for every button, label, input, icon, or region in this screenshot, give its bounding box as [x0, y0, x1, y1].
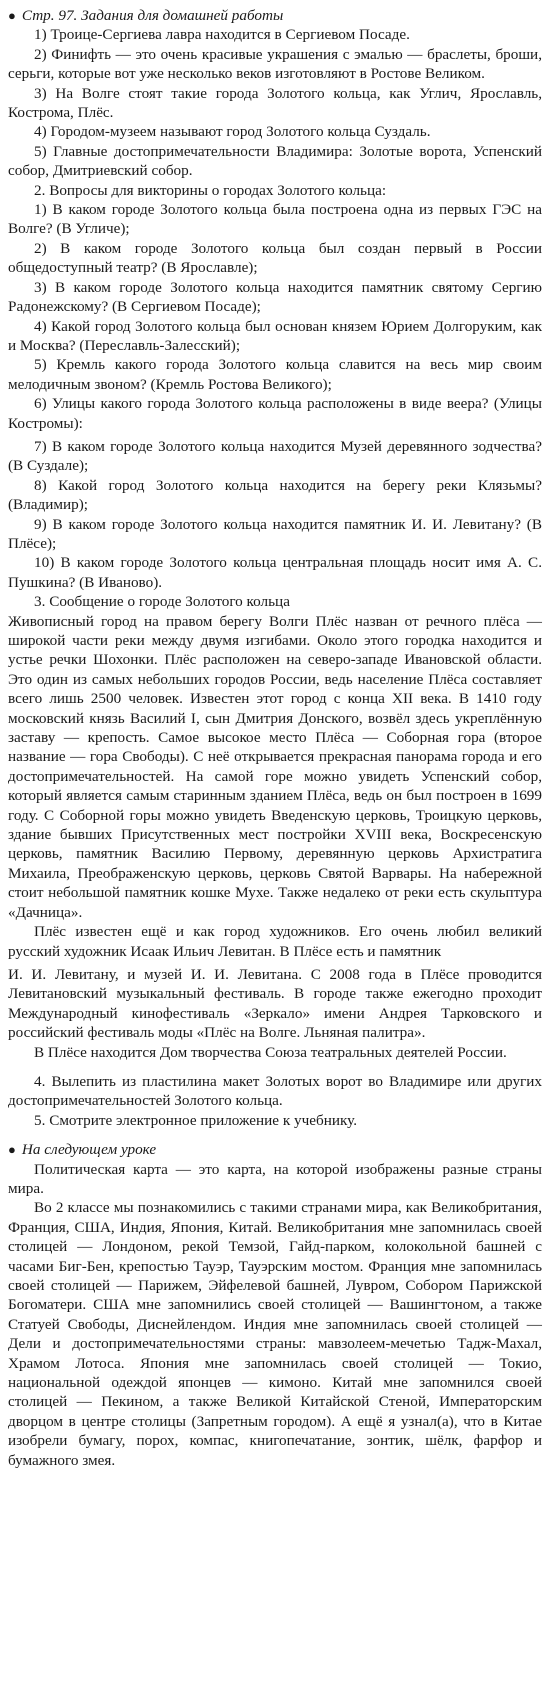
- quiz-question-8: 8) Какой город Золотого кольца находится на берегу реки Клязьмы? (Владимир);: [8, 476, 542, 514]
- quiz-question-9: 9) В каком городе Золотого кольца находится памятник И. И. Левитану? (В Плёсе);: [8, 515, 542, 552]
- plyos-paragraph-1: Живописный город на правом берегу Волги Плёс назван от речного плёса — широкой части реки между двумя изгибами. Около этого городка находится и устье речки Шохонки. Плёс расположен на северо-западе Ивановской области. Это один из самых небольших городов России, ведь население Плёса составляет всего лишь 2500 человек. Известен этот город с конца XII века. В 1410 году московский князь Василий I, сын Дмитрия Донского, возвёл здесь укреплённую заставу — крепость. Самое высокое место Плёса — Соборная гора (второе название — гора Свободы). С неё открывается прекрасная панорама города и его достопримечательностей. На самой горе можно увидеть Успенский собор, который является самым старинным зданием Плёса, ведь он был построен в 1699 году. С Соборной горы можно увидеть Введенскую церковь, Троицкую церковь, здание бывших Присутственных мест постройки XVIII века, Воскресенскую церковь, памятник Василию Первому, деревянную церковь Архистратига Михаила, Преображенскую церковь, церковь Святой Варвары. На набережной стоит небольшой памятник кошке Мухе. Также недалеко от реки есть скульптура «Дачница».: [8, 612, 542, 921]
- homework-heading: [8, 6, 542, 25]
- quiz-question-5: 5) Кремль какого города Золотого кольца славится на весь мир своим мелодичным звоном? (Кремль Ростова Великого);: [8, 356, 542, 393]
- plyos-paragraph-3: И. И. Левитану, и музей И. И. Левитана. С 2008 года в Плёсе проводится Левитановский музыкальный фестиваль. В городе также ежегодно проходит Международный кинофестиваль «Зеркало» имени Андрея Тарковского и российский фестиваль моды «Плёс на Волге. Льняная палитра».: [8, 965, 542, 1042]
- quiz-question-2: 2) В каком городе Золотого кольца был создан первый в России общедоступный театр? (В Ярославле);: [8, 239, 542, 277]
- quiz-question-10: 10) В каком городе Золотого кольца центральная площадь носит имя А. С. Пушкина? (В Иваново).: [8, 554, 542, 591]
- next-lesson-heading-text: На следующем уроке: [21, 1141, 157, 1159]
- homework-answer-4: 4) Городом-музеем называют город Золотого кольца Суздаль.: [34, 123, 431, 141]
- quiz-question-6: 6) Улицы какого города Золотого кольца расположены в виде веера? (Улицы Костромы):: [8, 395, 542, 432]
- plyos-paragraph-2: Плёс известен ещё и как город художников. Его очень любил великий русский художник Исаак Ильич Левитан. В Плёсе есть и памятник: [8, 923, 542, 960]
- plyos-paragraph-4: В Плёсе находится Дом творчества Союза театральных деятелей России.: [34, 1043, 507, 1061]
- task-5: 5. Смотрите электронное приложение к учебнику.: [34, 1111, 357, 1129]
- next-lesson-paragraph-2: Во 2 классе мы познакомились с такими странами мира, как Великобритания, Франция, США, Индия, Япония, Китай. Великобритания мне запомнилась своей столицей — Лондоном, рекой Темзой, Гайд-парком, колокольной башней с часами Биг-Бен, крепостью Тауэр, Тауэрским мостом. Франция мне запомнилась своей столицей — Парижем, Эйфелевой башней, Лувром, Собором Парижской Богоматери. США мне запомнились своей столицей — Вашингтоном, а также Статуей Свободы, Диснейлендом. Индия мне запомнилась своей столицей — Дели и достопримечательностями страны: мавзолеем-мечетью Тадж-Махал, Храмом Лотоса. Япония мне запомнилась своей столицей — Токио, национальной одеждой японцев — кимоно. Китай мне запомнился своей столицей — Пекином, а также Великой Китайской Стеной, Императорским дворцом в центре столицы (Запретным городом). А ещё я узнал(а), что в Китае изобрели бумагу, порох, компас, книгопечатание, зонтик, шёлк, фарфор и бумажного змея.: [8, 1199, 542, 1469]
- task-3-title: 3. Сообщение о городе Золотого кольца: [34, 593, 290, 611]
- quiz-question-1: 1) В каком городе Золотого кольца была построена одна из первых ГЭС на Волге? (В Угличе);: [8, 201, 542, 238]
- homework-answer-2: 2) Финифть — это очень красивые украшения с эмалью — браслеты, броши, серьги, которые вот уже несколько веков изготовляют в Ростове Великом.: [8, 45, 542, 83]
- quiz-question-4: 4) Какой город Золотого кольца был основан князем Юрием Долгоруким, как и Москва? (Переславль-Залесский);: [8, 317, 542, 354]
- task-2-title: 2. Вопросы для викторины о городах Золотого кольца:: [34, 181, 387, 199]
- bullet-icon: ●: [8, 8, 16, 23]
- bullet-icon: ●: [8, 1142, 16, 1158]
- quiz-question-7: 7) В каком городе Золотого кольца находится Музей деревянного зодчества? (В Суздале);: [8, 437, 542, 475]
- homework-answer-1: 1) Троице-Сергиева лавра находится в Сергиевом Посаде.: [34, 26, 410, 44]
- quiz-question-3: 3) В каком городе Золотого кольца находится памятник святому Сергию Радонежскому? (В Сергиевом Посаде);: [8, 278, 542, 316]
- homework-answer-3: 3) На Волге стоят такие города Золотого кольца, как Углич, Ярославль, Кострома, Плёс.: [8, 84, 542, 122]
- next-lesson-heading: [8, 1140, 542, 1159]
- task-4: 4. Вылепить из пластилина макет Золотых ворот во Владимире или других достопримечательностей Золотого кольца.: [8, 1072, 542, 1110]
- homework-heading-text: Стр. 97. Задания для домашней работы: [21, 7, 284, 24]
- homework-answer-5: 5) Главные достопримечательности Владимира: Золотые ворота, Успенский собор, Дмитриевский собор.: [8, 142, 542, 180]
- next-lesson-paragraph-1: Политическая карта — это карта, на которой изображены разные страны мира.: [8, 1160, 542, 1197]
